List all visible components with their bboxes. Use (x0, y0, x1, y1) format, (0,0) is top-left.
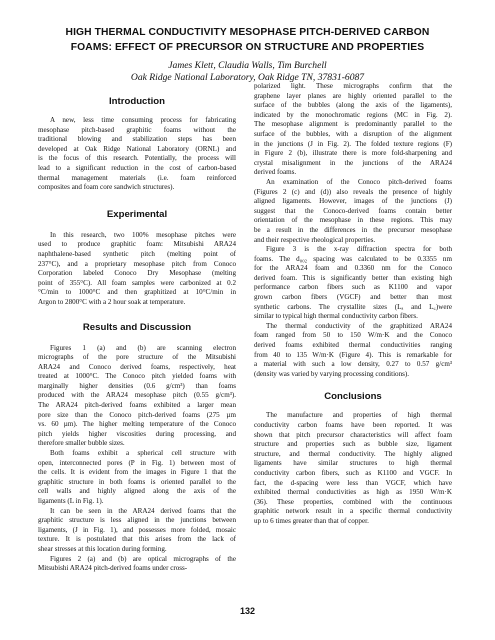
text-line: grown carbon fibers (VGCF) and better than most (254, 293, 452, 302)
page-number: 132 (239, 606, 256, 616)
text-line: structure and properties such as bubble size, ligament (254, 440, 452, 449)
introduction-paragraph (38, 116, 236, 193)
text-line: The ARA24 pitch-derived foams exhibited a larger mean (38, 401, 236, 410)
text-line: used to produce graphitic foam: Mitsubishi ARA24 (38, 240, 236, 249)
text-line: performance carbon fibers such as K1100 and vapor (254, 283, 452, 292)
text-line: thermal management materials (i.e. foam reinforced (38, 173, 236, 182)
text-line: polarized light. These micrographs confirm that the (254, 82, 452, 90)
text-line: mesophase pitch-based graphitic foams without the (38, 125, 236, 134)
text-line: a material with such a low density, 0.27 to 0.57 g/cm³ (254, 360, 452, 369)
text-line: (36). These properties, combined with the continuous (254, 497, 452, 506)
text-line: synthetic carbons. The crystallite sizes (Lₐ and L꜀)were (254, 302, 452, 311)
text-line: conductivity carbon fibers, such as K1100 and VGCF. In (254, 468, 452, 477)
text-line: (density was varied by varying processing conditions). (254, 369, 410, 378)
title-line: FOAMS: EFFECT OF PRECURSOR ON STRUCTURE AND PROPERTIES (70, 42, 425, 53)
text-line: treated at 1000°C. The Conoco pitch yielded foams with (38, 372, 236, 381)
text-line: in the junctions (J in Fig. 2). The folded texture regions (F) (254, 139, 452, 148)
text-line: conductivity carbon foams have been reported. It was (254, 421, 452, 429)
conclusions-paragraph (254, 411, 452, 526)
text-line: Figures 2 (a) and (b) are optical micrographs of the (50, 554, 236, 563)
text-line: vs. 60 µm). The higher melting temperature of the Conoco (38, 420, 236, 429)
right-column (254, 82, 452, 527)
xray-paragraph (254, 245, 452, 322)
text-line: The mesophase alignment is predominantly parallel to the (254, 120, 452, 129)
text-line: in Figure 2 (b), illustrate there is more fold-sharpening and (254, 149, 452, 158)
text-line: suggest that the Conoco-derived foams contain better (254, 206, 452, 215)
text-line: foams. The d₀₀₂ spacing was calculated to be 0.3355 nm (254, 254, 452, 263)
text-line: produced with the ARA24 mesophase pitch (0.55 g/cm³). (38, 391, 236, 400)
results-paragraph (38, 555, 236, 574)
text-line: exhibited thermal conductivities as high as 1950 W/m·K (254, 488, 452, 497)
text-line: crystal misalignment in the junctions of the ARA24 (254, 158, 452, 167)
results-paragraph-continued (254, 82, 452, 178)
affiliation: Oak Ridge National Laboratory, Oak Ridge TN, 37831-6087 (130, 72, 365, 83)
text-line: be a result in the differences in the precursor mesophase (254, 225, 452, 234)
text-line: surface of the bubbles, with a disruption of the alignment (254, 129, 452, 138)
text-line: ligaments (L in Fig. 1). (38, 497, 104, 505)
text-line: open, interconnected pores (P in Fig. 1) between most of (38, 458, 236, 467)
text-line: texture. It is postulated that this arises from the lack of (38, 535, 236, 544)
text-line: aligned ligaments. However, images of the junctions (J) (254, 197, 452, 206)
text-line: developed at Oak Ridge National Laboratory (ORNL) and (38, 144, 236, 153)
text-line: derived foam. This is significantly better than existing high (254, 273, 452, 282)
conoco-paragraph (254, 178, 452, 245)
text-line: foam ranged from 50 to 150 W/m·K and the Conoco (254, 331, 452, 340)
text-line: A new, less time consuming process for fabricating (50, 116, 236, 124)
results-paragraph (38, 449, 236, 507)
text-line: fact, the d-spacing were less than VGCF, which have (254, 478, 452, 487)
author-list: James Klett, Claudia Walls, Tim Burchell (168, 60, 327, 71)
text-line: ligaments, (J in Fig. 1), and possesses more folded, mosaic (38, 525, 236, 534)
text-line: Both foams exhibit a spherical cell structure with (50, 449, 236, 458)
text-line: graphitic structure in both foams is oriented parallel to the (38, 477, 236, 486)
text-line: traditional blowing and stabilization steps has been (38, 135, 236, 144)
conclusions-heading: Conclusions (324, 391, 382, 403)
text-line: In this research, two 100% mesophase pitches were (50, 230, 236, 239)
text-line: orientation of the mesophase in these regions. This may (254, 216, 452, 225)
text-line: Argon to 2800°C with a 2 hour soak at temperature. (38, 297, 186, 306)
text-line: is the focus of this research. Potentially, the process will (38, 154, 236, 163)
text-line: marginally higher densities (0.6 g/cm³) than foams (38, 381, 236, 390)
text-line: shown that pitch precursor characteristics will affect foam (254, 430, 452, 439)
text-line: It can be seen in the ARA24 derived foams that the (50, 506, 236, 515)
text-line: (Figures 2 (c) and (d)) also reveals the presence of highly (254, 187, 452, 196)
text-line: derived foams. (254, 168, 297, 177)
text-line: The manufacture and properties of high thermal (266, 411, 452, 420)
text-line: graphitic structure is less aligned in the junctions between (38, 516, 236, 525)
text-line: composites and foam core sandwich structures). (38, 183, 175, 192)
text-line: ARA24 and Conoco derived foams, respectively, heat (38, 362, 236, 371)
experimental-paragraph (38, 231, 236, 308)
text-line: °C/min to 1000°C and then graphitized at 10°C/min in (38, 288, 236, 297)
results-heading: Results and Discussion (82, 321, 192, 333)
text-line: 237°C), and a proprietary mesophase pitch from Conoco (38, 259, 236, 268)
text-line: therefore smaller bubble sizes. (38, 439, 125, 448)
text-line: the cells. It is evident from the images in Figure 1 that the (38, 468, 236, 477)
text-line: cell walls and highly aligned along the axis of the (38, 487, 236, 496)
text-line: Figures 1 (a) and (b) are scanning electron (50, 343, 236, 352)
results-paragraph (38, 344, 236, 450)
text-line: graphitic network result in a specific thermal conductivity (254, 507, 452, 516)
text-line: Mitsubishi ARA24 pitch-derived foams under cross- (38, 564, 188, 573)
text-line: Corporation labeled Conoco Dry Mesophase (melting (38, 269, 236, 278)
experimental-heading: Experimental (106, 208, 168, 220)
text-line: similar to typical high thermal conductivity carbon fibers. (254, 312, 418, 321)
left-column (38, 82, 236, 574)
text-line: structure, and thermal conductivity. The highly aligned (254, 449, 452, 458)
text-line: pitch yields higher viscosities during processing, and (38, 429, 236, 438)
text-line: and their respective rheological properties. (254, 235, 376, 244)
text-line: The thermal conductivity of the graphitized ARA24 (266, 321, 452, 330)
text-line: point of 355°C). All foam samples were carbonized at 0.2 (38, 278, 236, 287)
title-line: HIGH THERMAL CONDUCTIVITY MESOPHASE PITCH-DERIVED CARBON (65, 27, 430, 38)
text-line: graphene layer planes are highly oriented parallel to the (254, 91, 452, 100)
text-line: An examination of the Conoco pitch-derived foams (266, 177, 452, 186)
text-line: from 40 to 135 W/m·K (Figure 4). This is remarkable for (254, 350, 452, 359)
results-paragraph (38, 507, 236, 555)
text-line: up to 6 times greater than that of copper. (254, 516, 369, 525)
text-line: naphthalene-based synthetic pitch (melting point of (38, 249, 236, 258)
text-line: micrographs of the pore structure of the Mitsubishi (38, 353, 236, 362)
text-line: Figure 3 is the x-ray diffraction spectra for both (266, 245, 452, 254)
text-line: ligaments have similar structures to high thermal (254, 459, 452, 468)
introduction-heading: Introduction (109, 96, 165, 107)
text-line: indicated by the monochromatic regions (MC in Fig. 2). (254, 110, 452, 119)
text-line: lead to a significant reduction in the cost of carbon-based (38, 163, 236, 172)
text-line: for the ARA24 foam and 0.3360 nm for the Conoco (254, 264, 452, 273)
text-line: shear stresses at this location during forming. (38, 544, 167, 553)
text-line: derived foams exhibited thermal conductivities ranging (254, 341, 452, 350)
text-line: surface of the bubbles (along the axis of the ligaments), (254, 101, 452, 110)
text-line: pore size than the Conoco pitch-derived foams (275 µm (38, 410, 236, 419)
paper-title (30, 25, 465, 55)
thermal-conductivity-paragraph (254, 322, 452, 380)
